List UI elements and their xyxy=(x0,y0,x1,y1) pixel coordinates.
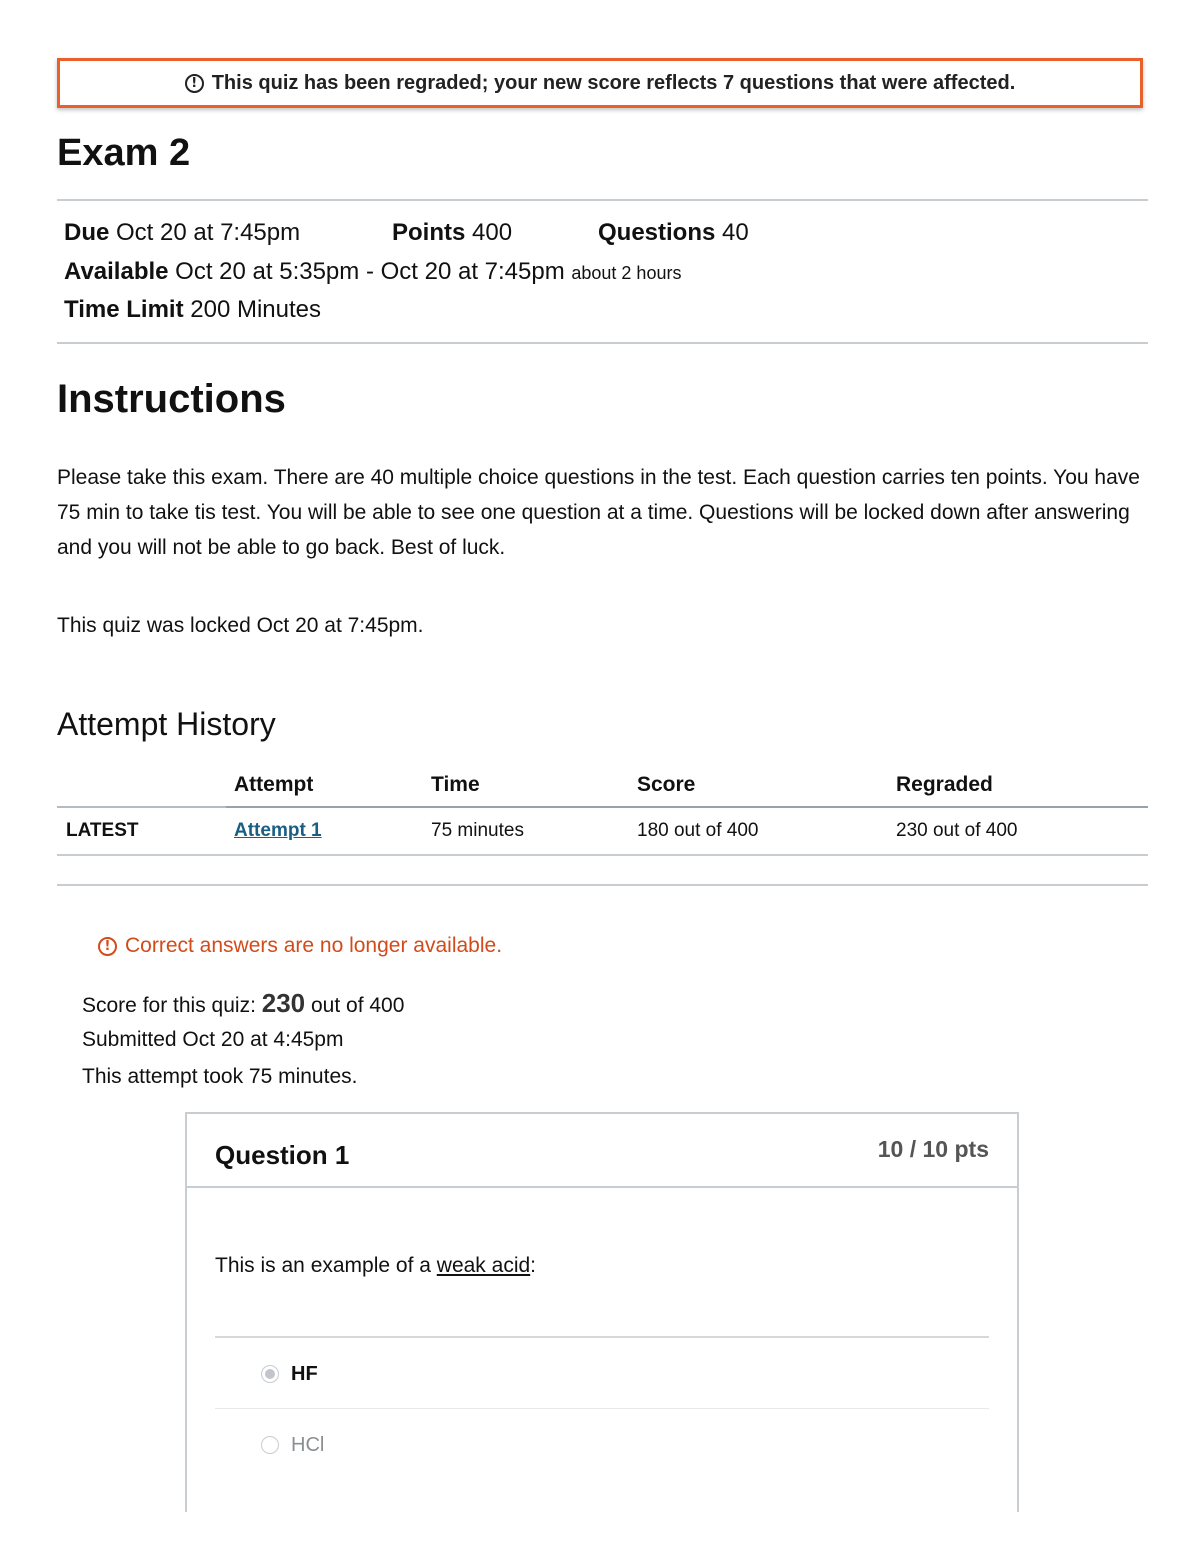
questions-value: 40 xyxy=(722,219,749,246)
points-value: 400 xyxy=(472,219,513,246)
time-limit-meta xyxy=(64,295,321,325)
divider xyxy=(57,884,1148,886)
option-hcl-radio[interactable] xyxy=(261,1436,279,1454)
time-limit-value: 200 Minutes xyxy=(190,296,321,323)
due-value: Oct 20 at 7:45pm xyxy=(116,219,301,246)
question-card xyxy=(185,1112,1019,1512)
latest-tag: LATEST xyxy=(66,820,139,841)
regrade-banner-text: This quiz has been regraded; your new score reflects 7 questions that were affected. xyxy=(211,71,1016,94)
submitted-line: Submitted Oct 20 at 4:45pm xyxy=(82,1028,344,1051)
regrade-banner xyxy=(57,58,1143,108)
column-header-time: Time xyxy=(431,773,480,796)
attempt-score: 180 out of 400 xyxy=(637,820,759,841)
question-title: Question 1 xyxy=(215,1140,350,1170)
attempt-time: 75 minutes xyxy=(431,820,524,841)
divider xyxy=(57,342,1148,344)
score-prefix: Score for this quiz: xyxy=(82,994,256,1017)
page-title: Exam 2 xyxy=(57,132,191,174)
option-hcl-label: HCl xyxy=(291,1434,325,1456)
locked-notice: This quiz was locked Oct 20 at 7:45pm. xyxy=(57,614,424,637)
info-circle-icon: ! xyxy=(185,74,204,93)
available-meta xyxy=(64,257,681,288)
questions-label: Questions xyxy=(598,219,716,246)
question-text-prefix: This is an example of a xyxy=(215,1254,437,1277)
points-meta xyxy=(392,218,512,248)
question-text-term: weak acid xyxy=(436,1254,531,1277)
column-header-score: Score xyxy=(637,773,696,796)
time-limit-label: Time Limit xyxy=(64,296,184,323)
points-label: Points xyxy=(392,219,466,246)
attempt-regraded-score: 230 out of 400 xyxy=(896,820,1018,841)
attempt-1-link[interactable]: Attempt 1 xyxy=(234,820,322,841)
column-header-attempt: Attempt xyxy=(234,773,314,796)
warning-circle-icon: ! xyxy=(98,937,117,956)
instructions-body: Please take this exam. There are 40 multiple choice questions in the test. Each question carries ten points. You have 75 min to take tis test. You will be able to see one question at a time. Questions will be locked down after answering and you will not be able to go back. Best of luck. xyxy=(57,466,1140,559)
available-value: Oct 20 at 5:35pm - Oct 20 at 7:45pm xyxy=(175,258,565,285)
divider xyxy=(57,199,1148,201)
warning-text: Correct answers are no longer available. xyxy=(125,934,503,957)
due-label: Due xyxy=(64,219,110,246)
question-header xyxy=(187,1114,1017,1188)
score-value: 230 xyxy=(261,988,306,1018)
table-header-rule-accent xyxy=(226,806,1148,808)
correct-answers-warning xyxy=(98,934,502,958)
attempt-duration-line: This attempt took 75 minutes. xyxy=(82,1065,358,1088)
questions-meta xyxy=(598,218,749,248)
instructions-title: Instructions xyxy=(57,377,286,421)
question-divider xyxy=(215,1336,989,1338)
available-duration: about 2 hours xyxy=(571,263,682,283)
question-text-suffix: : xyxy=(530,1254,537,1277)
quiz-score-line xyxy=(82,988,404,1019)
quiz-meta-row-1 xyxy=(64,218,300,248)
column-header-regraded: Regraded xyxy=(896,773,993,796)
option-hf-radio[interactable] xyxy=(261,1365,279,1383)
attempt-history-title: Attempt History xyxy=(57,706,276,742)
question-text xyxy=(215,1254,536,1278)
available-label: Available xyxy=(64,258,169,285)
table-row-rule xyxy=(57,854,1148,856)
score-suffix: out of 400 xyxy=(310,994,405,1017)
question-points: 10 / 10 pts xyxy=(877,1136,989,1162)
option-hf-label: HF xyxy=(291,1363,318,1385)
option-divider xyxy=(215,1408,989,1409)
